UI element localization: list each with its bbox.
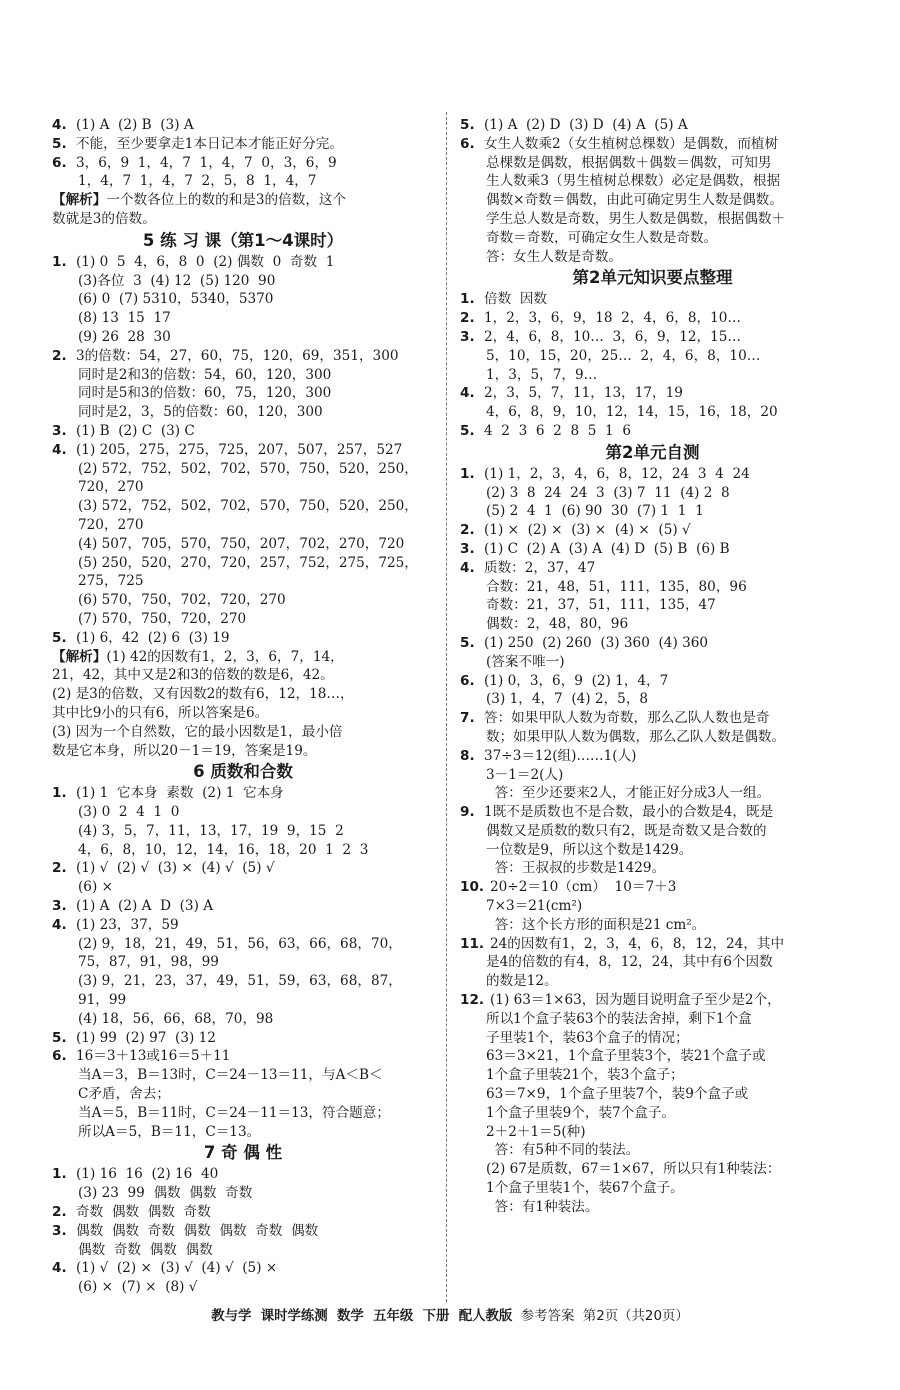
answer-line (52, 366, 434, 385)
answer-text: 同时是5和3的倍数：60，75，120，300 (78, 385, 332, 402)
answer-line (52, 1047, 434, 1066)
answer-text: 数就是3的倍数。 (52, 210, 156, 227)
answer-line (52, 253, 434, 272)
column-divider (446, 112, 447, 1302)
answer-line (460, 366, 845, 385)
question-number: 11. (460, 935, 485, 952)
answer-text: 720，270 (78, 516, 144, 533)
answer-text: (1) A (2) B (3) A (76, 117, 194, 133)
answer-line (460, 578, 845, 597)
answer-text: (1) 63＝1×63，因为题目说明盒子至少是2个， (490, 992, 781, 1009)
answer-text: 720，270 (78, 479, 144, 496)
answer-text: 一个数各位上的数的和是3的倍数，这个 (106, 192, 347, 209)
answer-text: 21，42，其中又是2和3的倍数的数是6，42。 (52, 667, 334, 684)
answer-text: 2＋2＋1＝5(种) (486, 1123, 586, 1140)
answer-text: (9) 26 28 30 (78, 328, 171, 345)
answer-text: 3，6，9 1，4，7 1，4，7 0，3，6，9 (76, 154, 337, 171)
answer-text: (2) 是3的倍数，又有因数2的数有6，12，18…， (52, 686, 354, 703)
question-number: 2. (460, 522, 475, 539)
answer-text: 同时是2，3，5的倍数：60，120，300 (78, 404, 323, 421)
answer-line (460, 559, 845, 578)
question-number: 2. (52, 1204, 67, 1221)
answer-text: (2) 3 8 24 24 3 (3) 7 11 (4) 2 8 (486, 484, 730, 501)
answer-text: 1，2，3，6，9，18 2，4，6，8，10… (484, 310, 742, 327)
answer-line (460, 290, 845, 309)
answer-line (460, 465, 845, 484)
section-heading: 5 练 习 课（第1～4课时） (142, 230, 344, 250)
answer-text: (1) B (2) C (3) C (76, 422, 195, 439)
question-number: 1. (52, 1166, 67, 1183)
answer-line (52, 1203, 434, 1222)
answer-text: 偶数 奇数 偶数 偶数 (78, 1241, 213, 1258)
section-heading: 6 质数和合数 (193, 762, 293, 782)
answer-text: 2，3，5，7，11，13，17，19 (484, 385, 683, 402)
answer-text: (3) 因为一个自然数，它的最小因数是1，最小倍 (52, 723, 343, 740)
answer-line (460, 615, 845, 634)
answer-text: (4) 18，56，66，68，70，98 (78, 1010, 274, 1027)
answer-line (460, 1179, 845, 1198)
answer-text: 不能，至少要拿走1本日记本才能正好分完。 (76, 135, 343, 152)
answer-line (460, 1123, 845, 1142)
question-number: 1. (52, 785, 67, 802)
page-footer (0, 1308, 900, 1327)
answer-text: 奇数＝奇数，可确定女生人数是奇数。 (486, 229, 718, 246)
answer-line (460, 1085, 845, 1104)
answer-line (52, 972, 434, 991)
answer-line (52, 666, 434, 685)
answer-line (460, 841, 845, 860)
answer-line (460, 897, 845, 916)
answer-text: (1) 42的因数有1，2，3，6，7，14， (106, 648, 344, 665)
answer-text: 1个盒子里装1个，装67个盒子。 (486, 1180, 684, 1197)
answer-line (52, 1259, 434, 1278)
answer-line (460, 1198, 845, 1217)
answer-line (52, 784, 434, 803)
answer-text: 偶数×奇数＝偶数，由此可确定男生人数是偶数。 (486, 192, 783, 209)
question-number: 1. (460, 465, 475, 482)
answer-text: (3) 1，4，7 (4) 2，5，8 (486, 691, 649, 708)
answer-line (52, 135, 434, 154)
answer-line (460, 878, 845, 897)
answer-line (52, 1184, 434, 1203)
answer-line (52, 572, 434, 591)
answer-line (52, 1066, 434, 1085)
answer-text: (6) 570，750，702，720，270 (78, 592, 286, 609)
answer-line (52, 328, 434, 347)
answer-line (52, 1278, 434, 1297)
question-number: 4. (460, 385, 475, 402)
answer-text: (1) 6，42 (2) 6 (3) 19 (76, 629, 230, 646)
answer-line (52, 878, 434, 897)
answer-line (52, 497, 434, 516)
answer-line (460, 422, 845, 441)
answer-line (52, 478, 434, 497)
answer-text: 总棵数是偶数，根据偶数＋偶数＝偶数，可知男 (486, 154, 772, 171)
answer-line (52, 172, 434, 191)
section-heading: 7 奇 偶 性 (203, 1143, 283, 1163)
answer-line (460, 1160, 845, 1179)
question-number: 4. (52, 916, 67, 933)
answer-text: (1) 205，275，275，725，207，507，257，527 (76, 441, 403, 458)
answer-text: (3) 9，21，23，37，49，51，59，63，68，87， (78, 973, 402, 990)
answer-text: (1) C (2) A (3) A (4) D (5) B (6) B (484, 540, 730, 557)
answer-text: 奇数：21，37，51，111，135，47 (486, 597, 716, 614)
answer-line (52, 1029, 434, 1048)
question-number: 6. (52, 1048, 67, 1065)
answer-text: (5) 250，520，270，720，257，752，275，725， (78, 554, 418, 571)
question-number: 5. (460, 422, 475, 439)
question-number: 6. (460, 135, 475, 152)
answer-text: (1) 250 (2) 260 (3) 360 (4) 360 (484, 634, 709, 651)
answer-line (52, 1010, 434, 1029)
answer-line (460, 634, 845, 653)
answer-line (52, 210, 434, 229)
question-number: 5. (52, 1029, 67, 1046)
question-number: 12. (460, 992, 485, 1009)
answer-text: 生人数乘3（男生植树总棵数）必定是偶数，根据 (486, 173, 781, 190)
answer-text: 偶数：2，48，80，96 (486, 616, 629, 633)
answer-text: 24的因数有1，2，3，4，6，8，12，24，其中 (490, 935, 785, 952)
answer-text: 1既不是质数也不是合数，最小的合数是4，既是 (484, 804, 774, 821)
answer-line (52, 897, 434, 916)
answer-line (52, 953, 434, 972)
answer-line (52, 610, 434, 629)
answer-text: 3的倍数：54，27，60，75，120，69，351，300 (76, 347, 399, 364)
answer-text: 答：有1种装法。 (486, 1198, 599, 1215)
answer-text: 答：至少还要来2人，才能正好分成3人一组。 (486, 785, 771, 802)
answer-text: 20÷2＝10（cm） 10＝7＋3 (490, 879, 677, 896)
answer-line (460, 653, 845, 672)
answer-text: 奇数 偶数 偶数 奇数 (76, 1204, 211, 1221)
analysis-label: 【解析】 (52, 648, 107, 665)
answer-line (460, 803, 845, 822)
answer-line (460, 191, 845, 210)
question-number: 4. (52, 117, 67, 133)
question-number: 7. (460, 710, 475, 727)
answer-line (52, 441, 434, 460)
answer-text: 1个盒子里装9个，装7个盒子。 (486, 1104, 676, 1121)
question-number: 4. (52, 441, 67, 458)
answer-line (52, 309, 434, 328)
answer-line (52, 535, 434, 554)
answer-line (460, 347, 845, 366)
answer-line (460, 596, 845, 615)
question-number: 3. (460, 328, 475, 345)
answer-line (52, 1085, 434, 1104)
answer-line (52, 991, 434, 1010)
answer-line (460, 1141, 845, 1160)
answer-line (460, 1010, 845, 1029)
answer-line (52, 384, 434, 403)
answer-line (460, 728, 845, 747)
question-number: 5. (52, 135, 67, 152)
answer-text: (1) 99 (2) 97 (3) 12 (76, 1029, 216, 1046)
answer-line (460, 747, 845, 766)
answer-line (460, 484, 845, 503)
answer-line (52, 591, 434, 610)
answer-text: 63＝3×21，1个盒子里装3个，装21个盒子或 (486, 1048, 766, 1065)
answer-text: 答：女生人数是奇数。 (486, 248, 622, 265)
answer-line (52, 685, 434, 704)
answer-text: 当A＝3，B＝13时，C＝24－13＝11，与A＜B＜ (78, 1067, 383, 1084)
answer-line (460, 229, 845, 248)
answer-text: 4，6，8，9，10，12，14，15，16，18，20 (486, 404, 778, 421)
question-number: 5. (460, 117, 475, 133)
answer-text: 数；如果甲队人数为偶数，那么乙队人数是偶数。 (486, 728, 786, 745)
analysis-label: 【解析】 (52, 192, 107, 209)
answer-text: 同时是2和3的倍数：54，60，120，300 (78, 366, 332, 383)
answer-text: (1) 16 16 (2) 16 40 (76, 1166, 219, 1183)
answer-line (52, 629, 434, 648)
answer-line (52, 1123, 434, 1142)
question-number: 5. (460, 634, 475, 651)
answer-line (460, 916, 845, 935)
answer-line (52, 822, 434, 841)
question-number: 5. (52, 629, 67, 646)
answer-line (460, 309, 845, 328)
answer-text: (2) 67是质数，67＝1×67，所以只有1种装法： (486, 1161, 781, 1178)
answer-text: (1) × (2) × (3) × (4) × (5) √ (484, 522, 691, 539)
footer-page-info: 参考答案 第2页（共20页） (512, 1309, 689, 1324)
answer-line (52, 1222, 434, 1241)
answer-text: (1) 0 5 4，6，8 0 (2) 偶数 0 奇数 1 (76, 253, 335, 270)
question-number: 6. (52, 154, 67, 171)
answer-text: 5，10，15，20，25… 2，4，6，8，10… (486, 347, 761, 364)
answer-text: 子里装1个，装63个盒子的情况； (486, 1029, 689, 1046)
answer-text: 91，99 (78, 992, 127, 1009)
answer-text: 63＝7×9，1个盒子里装7个，装9个盒子或 (486, 1086, 749, 1103)
answer-text: (1) 23，37，59 (76, 916, 179, 933)
answer-line (460, 1104, 845, 1123)
answer-text: 答：如果甲队人数为奇数，那么乙队人数也是奇 (484, 710, 770, 727)
answer-text: 当A＝5，B＝11时，C＝24－11＝13，符合题意； (78, 1104, 390, 1121)
answer-line (52, 403, 434, 422)
answer-text: C矛盾，舍去； (78, 1086, 170, 1103)
answer-text: 1，4，7 1，4，7 2，5，8 1，4，7 (78, 173, 317, 190)
answer-line (52, 422, 434, 441)
left-column (52, 116, 434, 1297)
answer-text: (4) 507，705，570，750，207，702，270，720 (78, 535, 405, 552)
answer-text: (1) √ (2) × (3) √ (4) √ (5) × (76, 1260, 278, 1277)
answer-text: 是4的倍数的有4，8，12，24，其中有6个因数 (486, 954, 773, 971)
answer-text: (1) A (2) D (3) D (4) A (5) A (484, 117, 688, 133)
answer-line (460, 116, 845, 135)
answer-text: (5) 2 4 1 (6) 90 30 (7) 1 1 1 (486, 503, 704, 520)
question-number: 4. (52, 1260, 67, 1277)
answer-text: 的数是12。 (486, 973, 558, 990)
answer-line (52, 803, 434, 822)
answer-text: 答：这个长方形的面积是21 cm²。 (486, 916, 706, 933)
answer-text: (1) A (2) A D (3) A (76, 898, 214, 915)
answer-text: (1) 1 它本身 素数 (2) 1 它本身 (76, 785, 284, 802)
answer-line (52, 723, 434, 742)
answer-text: 所以A＝5，B＝11，C＝13。 (78, 1123, 261, 1140)
footer-brand: 教与学 课时学练测 数学 五年级 下册 配人教版 (211, 1309, 513, 1324)
answer-line (460, 172, 845, 191)
answer-text: 所以1个盒子装63个的装法舍掉，剩下1个盒 (486, 1010, 752, 1027)
answer-line (460, 822, 845, 841)
answer-line (460, 154, 845, 173)
answer-text: 答：王叔叔的步数是1429。 (486, 860, 666, 877)
answer-text: (2) 572，752，502，702，570，750，520，250， (78, 460, 418, 477)
question-number: 8. (460, 747, 475, 764)
answer-line (460, 328, 845, 347)
question-number: 10. (460, 879, 485, 896)
answer-line (460, 403, 845, 422)
answer-text: 2，4，6，8，10… 3，6，9，12，15… (484, 328, 742, 345)
answer-line (460, 935, 845, 954)
question-number: 3. (52, 898, 67, 915)
answer-text: (2) 9，18，21，49，51，56，63，66，68，70， (78, 935, 402, 952)
answer-text: (6) × (78, 879, 113, 896)
section-heading: 第2单元自测 (605, 442, 700, 462)
answer-line (52, 460, 434, 479)
answer-text: 7×3＝21(cm²) (486, 898, 583, 915)
answer-line (460, 521, 845, 540)
answer-line (52, 704, 434, 723)
question-number: 9. (460, 804, 475, 821)
answer-line (460, 972, 845, 991)
answer-text: (7) 570，750，720，270 (78, 610, 247, 627)
answer-line (52, 1165, 434, 1184)
answer-line (52, 191, 434, 210)
answer-line (460, 709, 845, 728)
answer-text: (1) 0，3，6，9 (2) 1，4，7 (484, 672, 669, 689)
answer-line (52, 272, 434, 291)
answer-line (52, 1104, 434, 1123)
question-number: 3. (460, 540, 475, 557)
section-heading: 第2单元知识要点整理 (572, 268, 733, 288)
answer-line (52, 554, 434, 573)
answer-text: 偶数又是质数的数只有2，既是奇数又是合数的 (486, 822, 767, 839)
answer-text: (3) 572，752，502，702，570，750，520，250， (78, 498, 418, 515)
answer-line (52, 935, 434, 954)
answer-line (52, 742, 434, 761)
answer-line (52, 859, 434, 878)
question-number: 2. (52, 347, 67, 364)
answer-text: 3－1＝2(人) (486, 766, 564, 783)
question-number: 3. (52, 422, 67, 439)
answer-line (52, 1241, 434, 1260)
question-number: 4. (460, 559, 475, 576)
answer-line (52, 841, 434, 860)
answer-line (460, 540, 845, 559)
answer-text: (1) √ (2) √ (3) × (4) √ (5) √ (76, 860, 275, 877)
answer-line (52, 916, 434, 935)
answer-line (460, 384, 845, 403)
answer-line (52, 290, 434, 309)
answer-text: 275，725 (78, 573, 144, 590)
answer-text: 75，87，91，98，99 (78, 954, 219, 971)
answer-text: 女生人数乘2（女生植树总棵数）是偶数，而植树 (484, 135, 779, 152)
answer-text: 答：有5种不同的装法。 (486, 1142, 640, 1159)
answer-text: 质数：2，37，47 (484, 559, 596, 576)
answer-line (460, 672, 845, 691)
answer-line (460, 953, 845, 972)
question-number: 1. (52, 253, 67, 270)
answer-text: 倍数 因数 (484, 291, 548, 308)
answer-line (460, 991, 845, 1010)
answer-line (52, 154, 434, 173)
answer-text: 合数：21，48，51，111，135，80，96 (486, 578, 747, 595)
answer-line (52, 347, 434, 366)
question-number: 2. (460, 310, 475, 327)
answer-text: (8) 13 15 17 (78, 310, 171, 327)
question-number: 6. (460, 672, 475, 689)
answer-text: 1个盒子里装21个，装3个盒子； (486, 1067, 684, 1084)
answer-line (460, 1029, 845, 1048)
answer-line (460, 1066, 845, 1085)
answer-text: (3)各位 3 (4) 12 (5) 120 90 (78, 272, 276, 289)
answer-line (460, 1047, 845, 1066)
answer-line (52, 648, 434, 667)
right-column (460, 116, 845, 1217)
answer-text: (答案不唯一) (486, 653, 565, 670)
answer-text: 学生总人数是奇数，男生人数是偶数，根据偶数＋ (486, 210, 786, 227)
answer-text: 4 2 3 6 2 8 5 1 6 (484, 422, 631, 439)
answer-text: 数是它本身，所以20－1＝19，答案是19。 (52, 742, 317, 759)
answer-text: (3) 0 2 4 1 0 (78, 804, 180, 821)
answer-line (460, 784, 845, 803)
answer-line (460, 502, 845, 521)
question-number: 1. (460, 291, 475, 308)
answer-text: 37÷3＝12(组)……1(人) (484, 747, 637, 764)
answer-line (52, 116, 434, 135)
answer-text: 其中比9小的只有6，所以答案是6。 (52, 704, 269, 721)
answer-line (460, 859, 845, 878)
answer-text: 偶数 偶数 奇数 偶数 偶数 奇数 偶数 (76, 1222, 319, 1239)
answer-line (460, 210, 845, 229)
answer-text: 1，3，5，7，9… (486, 366, 598, 383)
answer-line (460, 766, 845, 785)
answer-text: 一位数是9，所以这个数是1429。 (486, 841, 693, 858)
answer-text: (1) 1，2，3，4，6，8，12，24 3 4 24 (484, 465, 750, 482)
question-number: 2. (52, 860, 67, 877)
answer-text: (6) × (7) × (8) √ (78, 1279, 198, 1296)
answer-text: (6) 0 (7) 5310，5340，5370 (78, 291, 274, 308)
answer-line (460, 135, 845, 154)
answer-line (52, 516, 434, 535)
question-number: 3. (52, 1222, 67, 1239)
answer-text: (3) 23 99 偶数 偶数 奇数 (78, 1185, 253, 1202)
answer-text: 16＝3＋13或16＝5＋11 (76, 1048, 231, 1065)
answer-text: 4，6，8，10，12，14，16，18，20 1 2 3 (78, 841, 369, 858)
answer-line (460, 690, 845, 709)
answer-text: (4) 3，5，7，11，13，17，19 9，15 2 (78, 822, 344, 839)
answer-line (460, 248, 845, 267)
